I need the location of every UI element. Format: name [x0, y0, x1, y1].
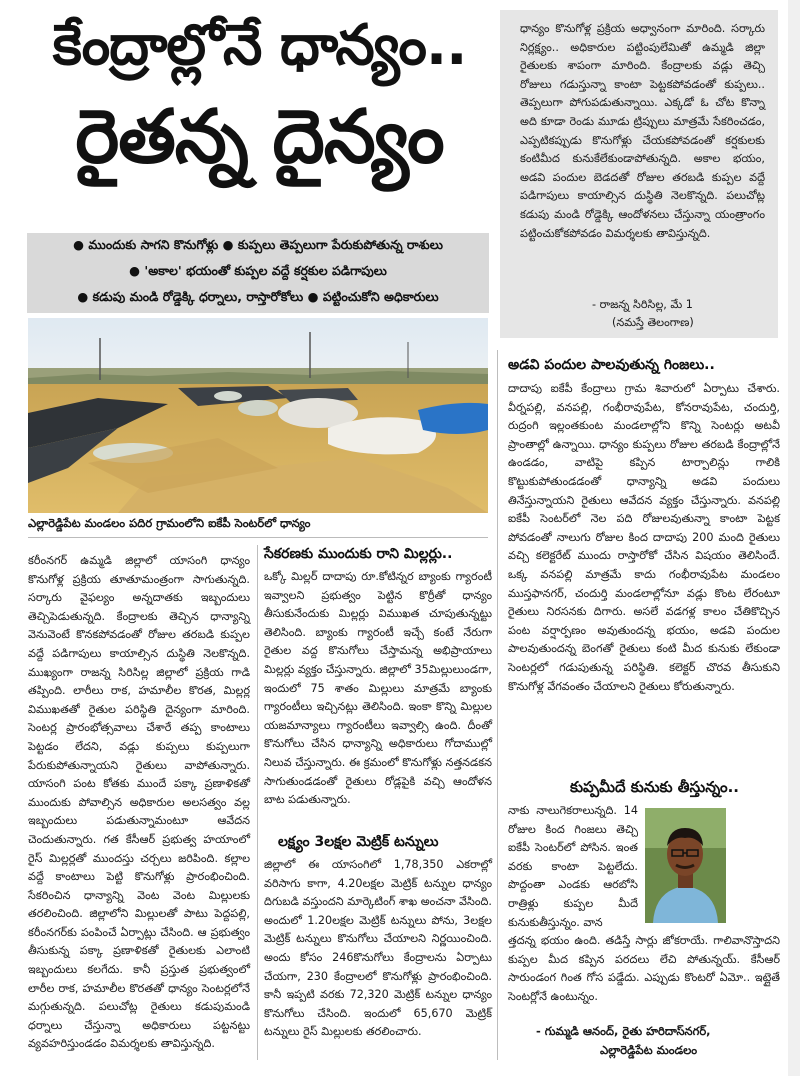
article-paragraph: దాదాపు ఐకేపీ కేంద్రాలు గ్రామ శివారులో ఏర్పాటు చేశారు. వీర్నపల్లి, వనపల్లి, గంభీరావుపేట, కోనరావుపేట, చందుర్తి, రుద్రంగి ఇల్లంతకుంట మండలాల్లోని కొన్ని సెంటర్లు అటవీ ప్రాంతాల్లో ఉన్నాయి. ధాన్యం కుప్పలు రోజుల తరబడి కేంద్రాల్లోనే ఉండడం, వాటిపై కప్పిన టార్పాలిన్లు గాలికి కొట్టుకుపోతుండడంతో ధాన్యాన్ని అడవి పందులు తినేస్తున్నాయని రైతులు ఆవేదన వ్యక్తం చేస్తున్నారు. వనపల్లి ఐకేపీ సెంటర్‌లో నెల పది రోజులవుతున్నా కాంటా పెట్టక పోవడంతో నాలుగు రోజుల కింద దాదాపు 200 మంది రైతులు వచ్చి కలెక్టరేట్ ముందు రాస్తారోకో చేసిన విషయం తెలిసిందే. ఒక్క వనపల్లి మాత్రమే కాదు గంభీరావుపేట మండలం ముస్తఫానగర్, చందుర్తి మండలాల్లోనూ వడ్లు కొంట లేరంటూ రైతులు నిరసనకు దిగారు. అసలే వడగళ్ల కాలం చేతికొచ్చిన పంట వర్షార్పణం అవుతుందన్న భయం, అడవి పందుల పాలవుతుందన్న బెంగతో రైతులు కంటి మీద కునుకు లేకుండా సెంటర్లలో గడుపుతున్న పరిస్థితి. కలెక్టర్ చొరవ తీసుకుని కొనుగోళ్ల వేగవంతం చేయాలని రైతులు కోరుతున్నారు. — [508, 382, 780, 693]
article-paragraph: ఒక్కో మిల్లర్ దాదాపు రూ.కోటిన్నర బ్యాంకు గ్యారంటీ ఇవ్వాలని ప్రభుత్వం పెట్టిన కొర్రీతో ధాన్యం తీసుకునేందుకు మిల్లర్లు విముఖత చూపుతున్నట్టు తెలిసింది. బ్యాంకు గ్యారంటీ ఇచ్చే కంటే నేరుగా రైతుల వద్ద కొనుగోలు చేస్తామన్న అభిప్రాయాలు మిల్లర్లు వ్యక్తం చేస్తున్నారు. జిల్లాలో 35మిల్లులుండగా, ఇందులో 75 శాతం మిల్లులు మాత్రమే బ్యాంకు గ్యారంటీలు ఇచ్చినట్లు తెలిసింది. ఇంకా కొన్ని మిల్లుల యజమాన్యాలు గ్యారంటీలు ఇవ్వాల్సి ఉంది. దీంతో కొనుగోలు చేసిన ధాన్యాన్ని అధికారులు గోదాముల్లో నిలువ చేస్తున్నారు. ఈ క్రమంలో కొనుగోళ్లు నత్తనడకన సాగుతుండడంతో రైతులు రోడ్లపైకి వచ్చి ఆందోళన బాట పడుతున్నారు. — [264, 570, 492, 807]
dateline: - రాజన్న సిరిసిల్ల, మే 1 — [592, 298, 693, 311]
subhead-sleeping-on-heaps: కుప్పమీదే కునుకు తీస్తున్నం.. — [570, 778, 739, 796]
headline-line-1: కేంద్రాల్లోనే ధాన్యం.. — [52, 13, 467, 78]
column-divider — [497, 350, 498, 1060]
subhead-millers: సేకరణకు ముందుకు రాని మిల్లర్లు.. — [264, 546, 453, 562]
grain-center-photo — [28, 318, 488, 513]
farmer-portrait-illustration — [645, 808, 726, 923]
adjacent-page-edge — [788, 0, 800, 1076]
kicker-box — [27, 233, 489, 313]
farmer-signature-line-1: - గుమ్మడి ఆనంద్, రైతు హరిదాస్‌నగర్, — [536, 1024, 711, 1038]
source-credit: (నమస్తే తెలంగాణ) — [612, 316, 694, 329]
farmer-quote-wide — [508, 932, 780, 1006]
subhead-wild-boars: అడవి పందుల పాలవుతున్న గింజలు.. — [508, 357, 715, 373]
article-column-3a — [508, 380, 780, 696]
photo-caption: ఎల్లారెడ్డిపేట మండలం పదిర గ్రామంలోని ఐకేపీ సెంటర్‌లో ధాన్యం — [28, 516, 488, 538]
lead-summary-text: ధాన్యం కొనుగోళ్ల ప్రక్రియ అధ్వానంగా మారింది. సర్కారు నిర్లక్ష్యం.. అధికారుల పట్టింపులేమితో ఉమ్మడి జిల్లా రైతులకు శాపంగా మారింది. కేంద్రాలకు వడ్లు తెచ్చి రోజులు గడుస్తున్నా కాంటా పెట్టకపోవడంతో కుప్పలు.. తెప్పలుగా పోగుపడుతున్నాయి. ఎక్కడో ఓ చోట కొన్నా అది కూడా రెండు మూడు ట్రిప్పులు మాత్రమే సేకరించడం, ఎప్పటికప్పుడు కొనుగోళ్లు చేయకపోవడంతో కర్షకులకు కంటిమీద కునుకేలేకుండాపోతున్నది. అకాల భయం, అడవి పందుల బెడదతో రోజుల తరబడి కుప్పల వద్దే పడిగాపులు కాయాల్సిన దుస్థితి నెలకొన్నది. పలుచోట్ల కడుపు మండి రోడ్డెక్కి ఆందోళనలు చేస్తున్నా యంత్రాంగం పట్టించుకోకపోవడం విమర్శలకు తావిస్తున్నది. — [520, 22, 765, 240]
column-divider — [257, 545, 258, 1060]
article-column-2a — [264, 568, 492, 810]
farmer-quote-narrow — [508, 802, 638, 932]
farmer-quote-part-2: త్తదన్న భయం ఉంది. తడిస్తే సార్లు జోకరాయే. గాలివానొస్తాదని కుప్పల మీద కప్పిన పరదలు లేచి పోతున్నయ్. కేసీఆర్ సారుండంగ గింత గోస పడ్డేదు. ఎప్పుడు కొంటరో ఏమో.. ఇట్లైతే సెంటర్లోనే ఉంటున్నం. — [508, 934, 780, 1003]
article-paragraph: కరీంనగర్ ఉమ్మడి జిల్లాలో యాసంగి ధాన్యం కొనుగోళ్ల ప్రక్రియ తూతూమంత్రంగా సాగుతున్నది. సర్కారు వైఫల్యం అన్నదాతకు ఇబ్బందులు తెచ్చిపెడుతున్నది. కేంద్రాలకు తెచ్చిన ధాన్యాన్ని వెనువెంటే కొనకపోవడంతో రోజుల తరబడి కుప్పల వద్దే పడిగాపులు కాయాల్సిన దుస్థితి నెలకొన్నది. ముఖ్యంగా రాజన్న సిరిసిల్ల జిల్లాలో ప్రక్రియ గాడి తప్పింది. లారీలు రాక, హమాలీల కొరత, మిల్లర్ల విముఖతతో రైతుల పరిస్థితి దైన్యంగా మారింది. సెంటర్ల ప్రారంభోత్సవాలు చేశారే తప్ప కాంటాలు పెట్టడం లేదని, వడ్లు కుప్పలు కుప్పలుగా పేరుకుపోతున్నాయని రైతులు వాపోతున్నారు. యాసంగి పంట కోతకు ముందే పక్కా ప్రణాళికతో ముందుకు పోవాల్సిన అధికారుల అలసత్వం వల్ల ఇబ్బందులు పడుతున్నామంటూ ఆవేదన చెందుతున్నారు. గత కేసీఆర్ ప్రభుత్వ హయాంలో రైస్ మిల్లర్లతో ముందస్తు చర్చలు జరిపింది. కల్లాల వద్దే కాంటాలు పెట్టి కొనుగోళ్లు ప్రారంభించింది. సేకరించిన ధాన్యాన్ని వెంట వెంట మిల్లులకు తరలించింది. జిల్లాలోని మిల్లులతో పాటు పెద్దపల్లి, కరీంనగర్‌కు పంపించే ఏర్పాట్లు చేసింది. ఆ ప్రభుత్వం తీసుకున్న పక్కా ప్రణాళికతో రైతులకు ఎలాంటి ఇబ్బందులు కలగేదు. కానీ ప్రస్తుత ప్రభుత్వంలో లారీల రాక, హమాలీల కొరతతో ధాన్యం సెంటర్లలోనే మగ్గుతున్నది. పలుచోట్ల రైతులు కడుపుమండి ధర్నాలు చేస్తున్నా అధికారులు పట్టనట్టు వ్యవహరిస్తుండడం విమర్శలకు తావిస్తున్నది. — [28, 554, 250, 1051]
kicker-line-1: ● ముందుకు సాగని కొనుగోళ్లు ● కుప్పలు తెప్పలుగా పేరుకుపోతున్న రాశులు — [73, 237, 443, 252]
article-column-2b — [264, 856, 492, 1042]
article-paragraph: జిల్లాలో ఈ యాసంగిలో 1,78,350 ఎకరాల్లో వరిసాగు కాగా, 4.20లక్షల మెట్రిక్ టన్నుల ధాన్యం దిగుబడి వస్తుందని మార్కెటింగ్ శాఖ అంచనా వేసింది. అందులో 1.20లక్షల మెట్రిక్ టన్నులు పోను, 3లక్షల మెట్రిక్ టన్నులు కొనుగోలు చేయాలని నిర్ణయించింది. అందు కోసం 246కొనుగోలు కేంద్రాలను ఏర్పాటు చేయగా, 230 కేంద్రాలలో కొనుగోళ్లు ప్రారంభించింది. కానీ ఇప్పటి వరకు 72,320 మెట్రిక్ టన్నుల ధాన్యం కొనుగోలు చేసింది. ఇందులో 65,670 మెట్రిక్ టన్నులు రైస్ మిల్లులకు తరలించారు. — [264, 858, 492, 1039]
subhead-target: లక్ష్యం 3లక్షల మెట్రిక్ టన్నులు — [278, 834, 439, 850]
article-column-1 — [28, 552, 250, 1054]
farmer-portrait — [645, 808, 726, 923]
grain-heaps-illustration — [28, 318, 488, 513]
headline-line-2: రైతన్న దైన్యం — [75, 94, 444, 180]
lead-summary-box — [500, 10, 778, 338]
kicker-line-2: ● 'అకాల' భయంతో కుప్పల వద్దే కర్షకుల పడిగాపులు — [129, 263, 387, 278]
kicker-line-3: ● కడుపు మండి రోడ్డెక్కి ధర్నాలు, రాస్తారోకోలు ● పట్టించుకోని అధికారులు — [77, 289, 439, 304]
farmer-quote-part-1: నాకు నాలుగెకరాలున్నది. 14 రోజుల కింద గింజలు తెచ్చి ఐకేపీ సెంటర్‌లో పోసిన. ఇంత వరకు కాంటా పెట్టలేదు. పొద్దంతా ఎండకు ఆరబోసి రాత్రిళ్లు కుప్పల మీదే కునుకుతీస్తున్నం. వాన — [508, 804, 638, 929]
farmer-signature-line-2: ఎల్లారెడ్డిపేట మండలం — [600, 1043, 698, 1057]
